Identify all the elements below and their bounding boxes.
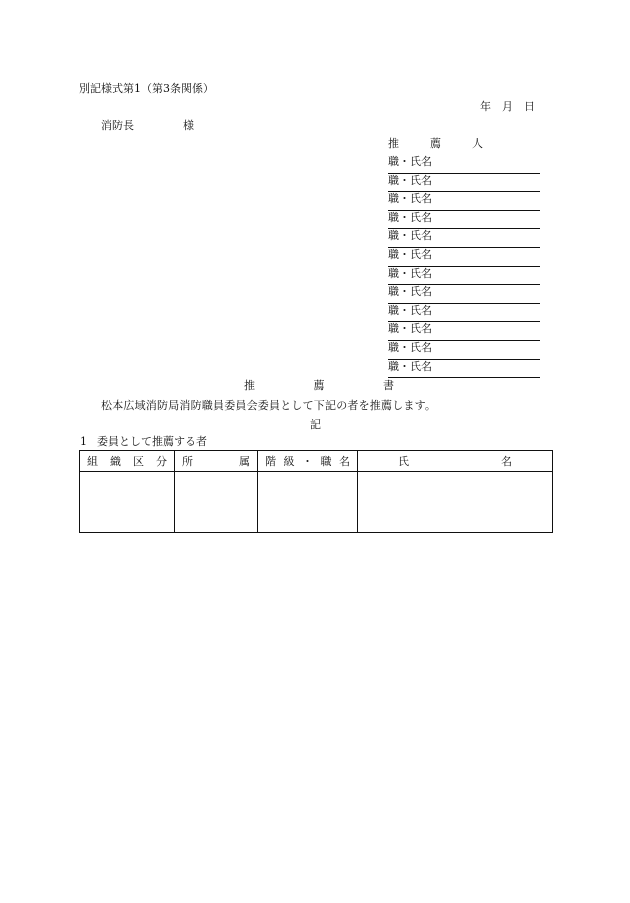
- recommender-row[interactable]: 職・氏名: [388, 322, 540, 341]
- header-name: 氏 名: [358, 451, 553, 472]
- document-title: [244, 379, 394, 393]
- affiliation-cell[interactable]: [175, 472, 258, 533]
- recommender-row[interactable]: 職・氏名: [388, 341, 540, 360]
- recommender-row[interactable]: 職・氏名: [388, 304, 540, 323]
- section-1-heading: [80, 435, 207, 449]
- recommender-row[interactable]: 職・氏名: [388, 155, 540, 174]
- addressee: [101, 119, 194, 133]
- header-organization-category: 組 織 区 分: [80, 451, 175, 472]
- table-row: [80, 472, 553, 533]
- addressee-honorific: 様: [183, 119, 194, 132]
- recommender-list: [388, 155, 540, 378]
- recommender-row[interactable]: 職・氏名: [388, 360, 540, 379]
- title-char: 推: [244, 379, 255, 392]
- recommender-row[interactable]: 職・氏名: [388, 192, 540, 211]
- body-text: 松本広域消防局消防職員委員会委員として下記の者を推薦します。: [101, 399, 437, 412]
- organization-category-cell[interactable]: [80, 472, 175, 533]
- recommender-row[interactable]: 職・氏名: [388, 248, 540, 267]
- recommender-row[interactable]: 職・氏名: [388, 174, 540, 193]
- rank-position-cell[interactable]: [258, 472, 358, 533]
- section-number: 1: [80, 435, 87, 448]
- recommender-row[interactable]: 職・氏名: [388, 267, 540, 286]
- candidate-table: [79, 450, 553, 533]
- section-label: 委員として推薦する者: [97, 435, 207, 448]
- recommender-heading: 推 薦 人: [388, 137, 493, 150]
- header-affiliation: 所 属: [175, 451, 258, 472]
- title-char: 薦: [313, 379, 325, 392]
- date-line: 年 月 日: [480, 100, 535, 113]
- recommender-row[interactable]: 職・氏名: [388, 211, 540, 230]
- ki-heading: 記: [310, 418, 321, 431]
- recommender-row[interactable]: 職・氏名: [388, 285, 540, 304]
- addressee-name: 消防長: [101, 119, 134, 132]
- recommender-row[interactable]: 職・氏名: [388, 229, 540, 248]
- form-number: 別記様式第1（第3条関係）: [79, 82, 214, 95]
- header-rank-position: 階 級 ・ 職 名: [258, 451, 358, 472]
- name-cell[interactable]: [358, 472, 553, 533]
- title-char: 書: [383, 379, 394, 392]
